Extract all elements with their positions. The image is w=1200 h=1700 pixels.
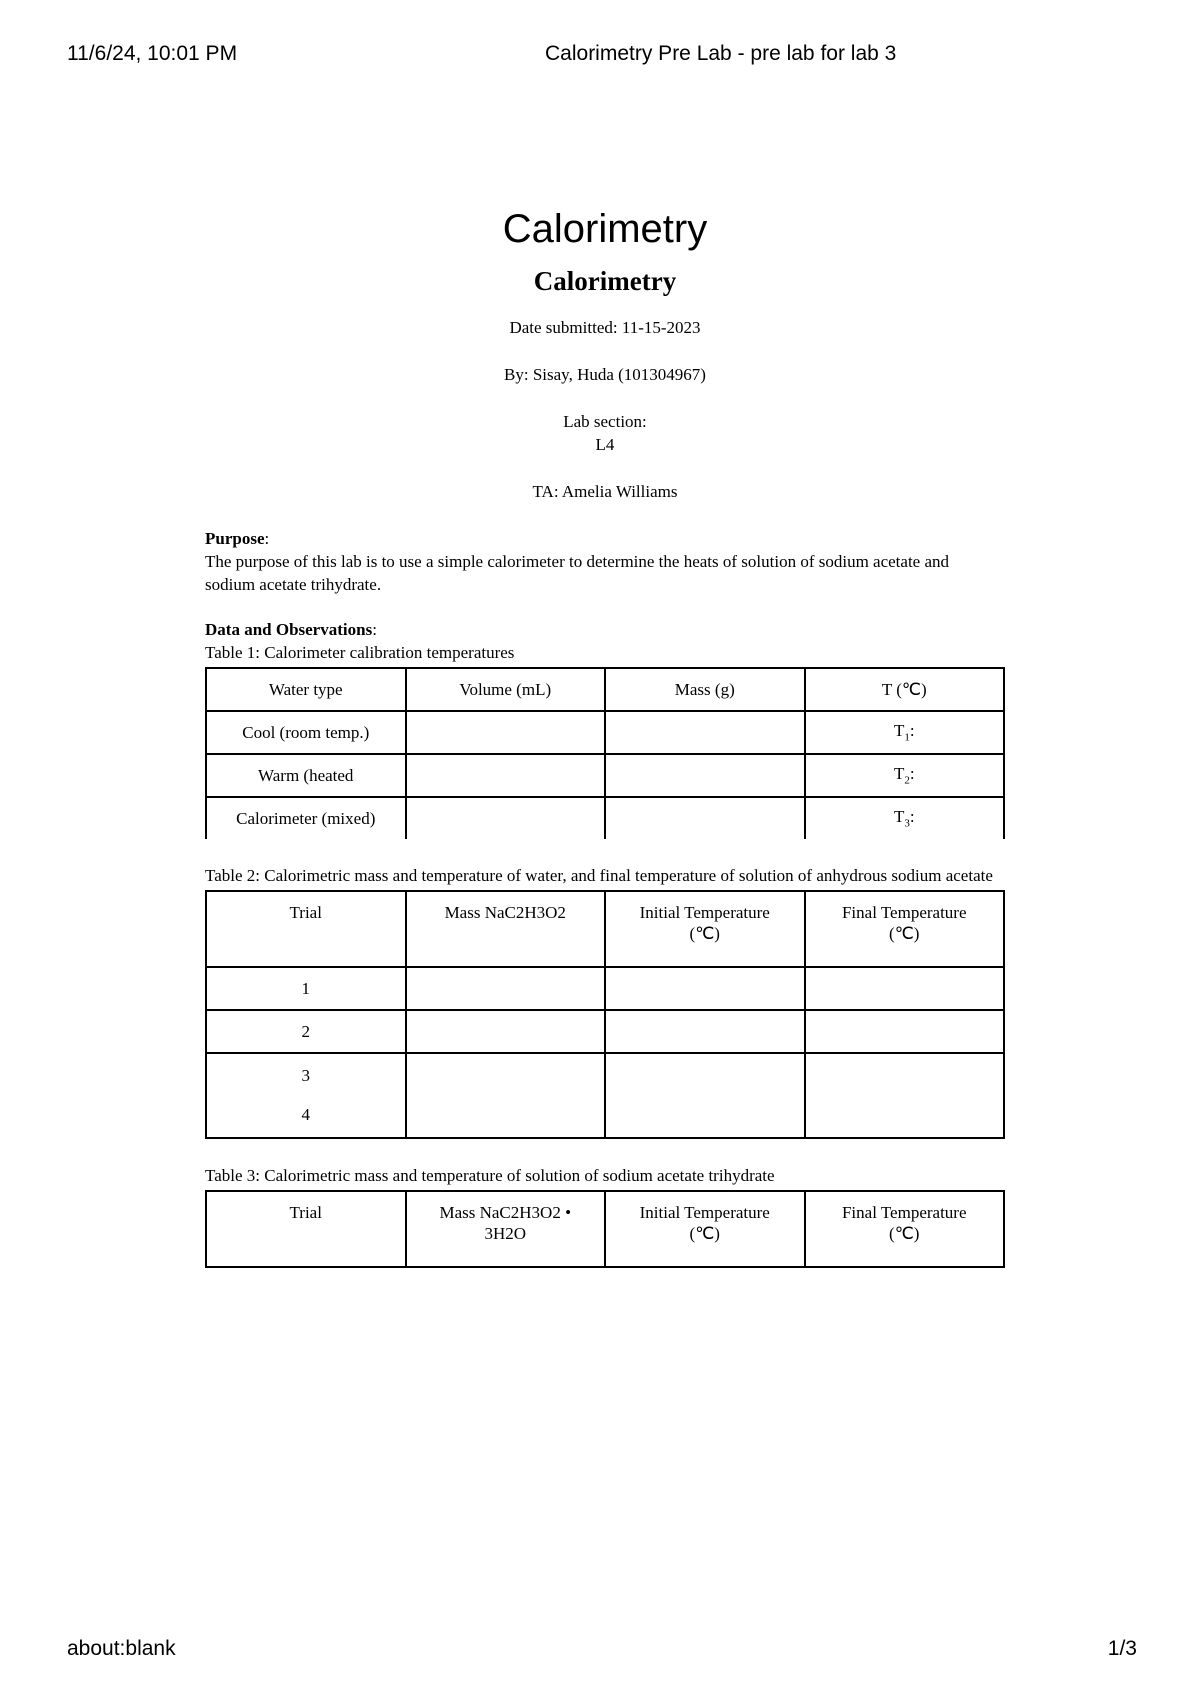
header-unit: (℃) — [889, 923, 920, 943]
temp-symbol: T — [893, 720, 905, 740]
temp-colon: : — [909, 806, 915, 826]
temp-colon: : — [909, 720, 915, 740]
table-cell-empty — [605, 754, 805, 797]
header-line: Final Temperature — [841, 902, 967, 922]
table2-header-cell: Mass NaC2H3O2 — [406, 891, 606, 967]
trial-number: 3 — [301, 1065, 310, 1085]
table-row — [206, 967, 1004, 1010]
table-cell-empty — [406, 1053, 606, 1138]
date-submitted: Date submitted: 11-15-2023 — [509, 318, 701, 338]
purpose-colon: : — [264, 529, 270, 549]
table3-header-cell — [406, 1191, 606, 1267]
table-cell-empty — [605, 711, 805, 754]
print-page-number: 1/3 — [1107, 1637, 1137, 1660]
table2 — [205, 890, 1005, 1139]
table-row — [206, 1053, 1004, 1138]
temp-subscript: 1 — [904, 731, 910, 744]
table1-header-cell: Water type — [206, 668, 406, 711]
trial-number: 2 — [206, 1010, 406, 1053]
table-cell-empty — [605, 967, 805, 1010]
header-unit: (℃) — [689, 1223, 720, 1243]
temp-subscript: 3 — [904, 817, 910, 830]
table-cell-empty — [605, 797, 805, 839]
table-cell-empty — [406, 754, 606, 797]
table-row — [206, 797, 1004, 839]
table-cell-empty — [805, 967, 1005, 1010]
table-row — [206, 1010, 1004, 1053]
table2-header-cell — [805, 891, 1005, 967]
table1-caption: Table 1: Calorimeter calibration temperatures — [205, 642, 515, 662]
header-line: Initial Temperature — [639, 1202, 770, 1222]
purpose-section — [205, 528, 965, 597]
table3-header-cell — [605, 1191, 805, 1267]
table-cell: Cool (room temp.) — [206, 711, 406, 754]
trial-number: 4 — [301, 1105, 310, 1125]
table3-header-cell — [805, 1191, 1005, 1267]
header-line: Final Temperature — [841, 1202, 967, 1222]
temp-colon: : — [909, 763, 915, 783]
table3-header-row — [206, 1191, 1004, 1267]
table2-header-cell — [605, 891, 805, 967]
table-cell — [805, 797, 1005, 839]
ta-line: TA: Amelia Williams — [532, 482, 678, 502]
table1-header-row — [206, 668, 1004, 711]
author-line: By: Sisay, Huda (101304967) — [504, 365, 706, 385]
table3 — [205, 1190, 1005, 1268]
temp-symbol: T — [893, 763, 905, 783]
table1-header-cell: Volume (mL) — [406, 668, 606, 711]
data-colon: : — [372, 619, 377, 639]
table3-header-cell: Trial — [206, 1191, 406, 1267]
trial-number: 1 — [206, 967, 406, 1010]
print-footer — [0, 1637, 1200, 1667]
document-body — [205, 205, 1005, 1294]
temp-symbol: T — [893, 806, 905, 826]
table-cell: Warm (heated — [206, 754, 406, 797]
trial-number-pair — [206, 1053, 406, 1138]
table-cell-empty — [406, 1010, 606, 1053]
header-line: 3H2O — [484, 1223, 527, 1243]
temp-subscript: 2 — [904, 774, 910, 787]
table-cell — [805, 711, 1005, 754]
data-label: Data and Observations — [205, 619, 373, 639]
table-cell: Calorimeter (mixed) — [206, 797, 406, 839]
table2-header-row — [206, 891, 1004, 967]
purpose-text: The purpose of this lab is to use a simple calorimeter to determine the heats of solution of sodium acetate and sodium acetate trihydrate. — [205, 552, 950, 594]
header-line: Initial Temperature — [639, 902, 770, 922]
data-section-heading — [205, 619, 1005, 642]
document-title: Calorimetry — [502, 207, 708, 251]
lab-section — [205, 411, 1005, 457]
table3-caption: Table 3: Calorimetric mass and temperature of solution of sodium acetate trihydrate — [205, 1165, 775, 1185]
table-cell-empty — [406, 967, 606, 1010]
table-cell-empty — [406, 711, 606, 754]
table1 — [205, 667, 1005, 839]
table-cell — [805, 754, 1005, 797]
table1-header-cell: Mass (g) — [605, 668, 805, 711]
header-unit: (℃) — [689, 923, 720, 943]
table2-header-cell: Trial — [206, 891, 406, 967]
print-datetime: 11/6/24, 10:01 PM — [67, 42, 238, 65]
purpose-label: Purpose — [205, 529, 265, 549]
table1-header-cell: T (℃) — [805, 668, 1005, 711]
lab-section-value: L4 — [595, 435, 615, 455]
table-row — [206, 754, 1004, 797]
table-row — [206, 711, 1004, 754]
print-url: about:blank — [67, 1637, 176, 1660]
table-cell-empty — [805, 1053, 1005, 1138]
table2-caption: Table 2: Calorimetric mass and temperature of water, and final temperature of solution of anhydrous sodium acetate — [205, 865, 993, 885]
header-line: Mass NaC2H3O2 • — [439, 1202, 572, 1222]
table-cell-empty — [605, 1053, 805, 1138]
document-subtitle: Calorimetry — [533, 266, 677, 296]
header-unit: (℃) — [889, 1223, 920, 1243]
lab-section-label: Lab section: — [563, 412, 647, 432]
table-cell-empty — [406, 797, 606, 839]
print-header — [0, 42, 1200, 72]
table-cell-empty — [805, 1010, 1005, 1053]
print-page-title: Calorimetry Pre Lab - pre lab for lab 3 — [545, 42, 897, 65]
table-cell-empty — [605, 1010, 805, 1053]
